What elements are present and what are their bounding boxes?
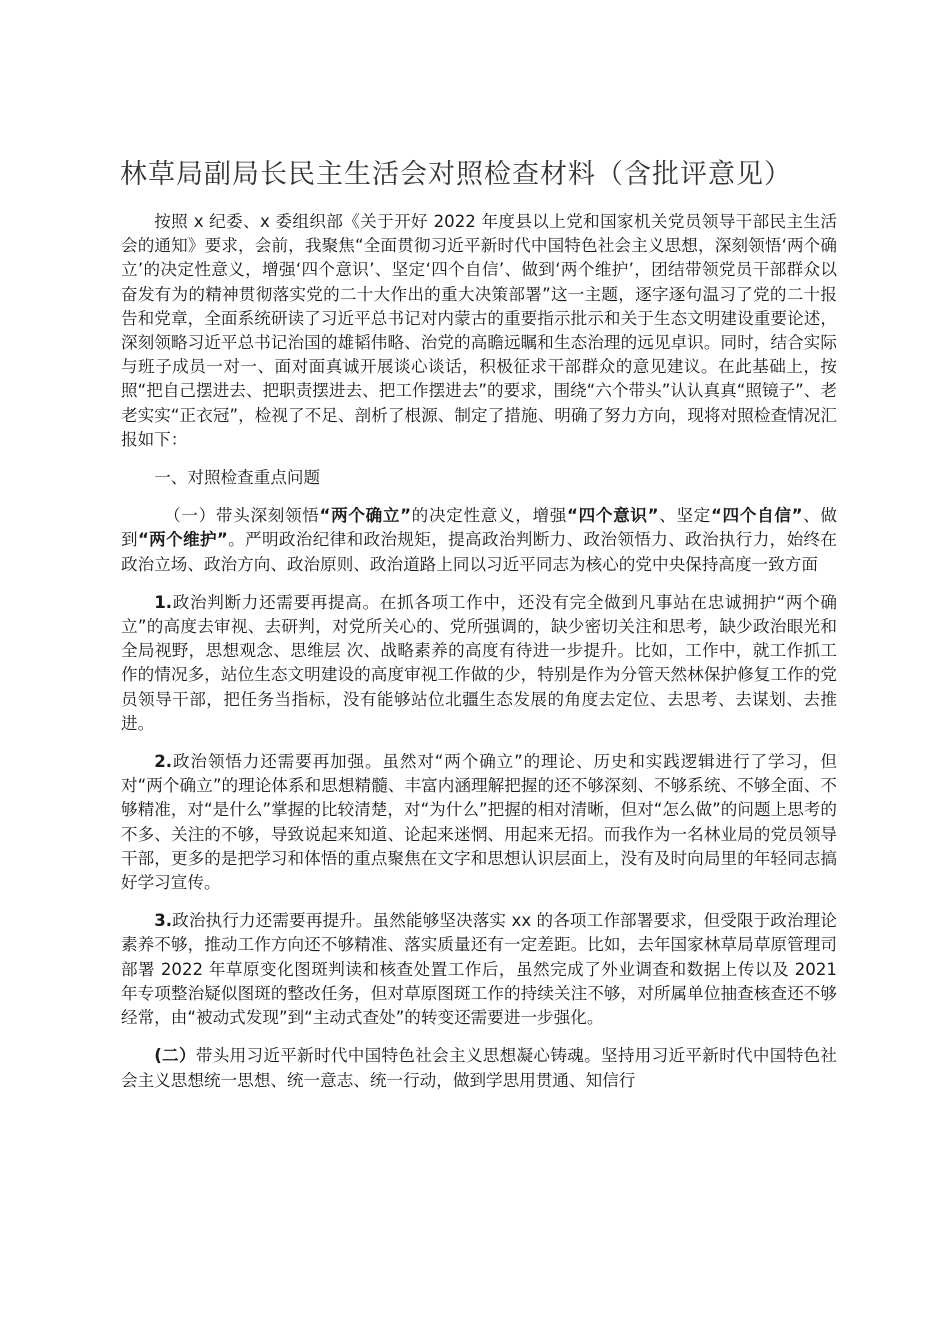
document-title: 林草局副局长民主生活会对照检查材料（含批评意见）: [120, 159, 792, 190]
quote-four-consciousness: “四个意识”: [567, 506, 659, 526]
quote-four-confidence: “四个自信”: [710, 506, 803, 526]
subsection-2-paragraph: [121, 1044, 837, 1092]
item-3-paragraph: [121, 909, 837, 1030]
subsection-1-text-i: 。严明政治纪律和政治规矩，提高政治判断力、政治领悟力、政治执行力，始终在政治立场、政治方向、政治原则、政治道路上同以习近平同志为核心的党中央保持高度一致方面: [121, 530, 838, 574]
item-1-text: 政治判断力还需要再提高。在抓各项工作中，还没有完全做到凡事站在忠诚拥护“两个确立”的高度去审视、去研判，对党所关心的、党所强调的，缺少密切关注和思考，缺少政治眼光和全局视野，思想观念、思维层 次、战略素养的高度有待进一步提升。比如，工作中，就工作抓工作的情况多，站位生态文明建设的高度审视工作做的少，特别是作为分管天然林保护修复工作的党员领导干部，把任务当指标，没有能够站位北疆生态发展的角度去定位、去思考、去谋划、去推进。: [121, 592, 837, 733]
subsection-1-text-e: 、坚定: [658, 506, 711, 526]
subsection-1-text-c: 的决定性意义，增强: [411, 506, 568, 526]
subsection-1-paragraph: [121, 504, 837, 577]
quote-two-safeguard: “两个维护”: [137, 530, 228, 550]
intro-paragraph: 按照 x 纪委、x 委组织部《关于开好 2022 年度县以上党和国家机关党员领导干部民主生活会的通知》要求，会前，我聚焦“全面贯彻习近平新时代中国特色社会主义思想，深刻领悟‘两个确立’的决定性意义，增强‘四个意识’、坚定‘四个自信’、做到‘两个维护’，团结带领党员干部群众以奋发有为的精神贯彻落实党的二十大作出的重大决策部署”这一主题，逐字逐句温习了党的二十报告和党章，全面系统研读了习近平总书记对内蒙古的重要指示批示和关于生态文明建设重要论述，深刻领略习近平总书记治国的雄韬伟略、治党的高瞻远瞩和生态治理的远见卓识。同时，结合实际与班子成员一对一、面对面真诚开展谈心谈话，积极征求干部群众的意见建议。在此基础上，按照“把自己摆进去、把职责摆进去、把工作摆进去”的要求，围绕“六个带头”认认真真“照镜子”、老老实实“正衣冠”，检视了不足、剖析了根源、制定了措施、明确了努力方向，现将对照检查情况汇报如下：: [121, 212, 837, 449]
document-body: [121, 210, 837, 1093]
subsection-1-lead: （一）带头深刻领悟: [164, 506, 320, 526]
item-1-number: 1.: [154, 592, 173, 612]
quote-two-establish: “两个确立”: [319, 506, 412, 526]
subsection-1-text-g: 、做到: [121, 506, 838, 550]
item-2-text: 政治领悟力还需要再加强。虽然对“两个确立”的理论、历史和实践逻辑进行了学习，但对“两个确立”的理论体系和思想精髓、丰富内涵理解把握的还不够深刻、不够系统、不够全面、不够精准，对“是什么”掌握的比较清楚，对“为什么”把握的相对清晰，但对“怎么做”的问题上思考的不多、关注的不够，导致说起来知道、论起来迷惘、用起来无招。而我作为一名林业局的党员领导干部，更多的是把学习和体悟的重点聚焦在文字和思想认识层面上，没有及时向局里的年轻同志搞好学习宣传。: [121, 752, 837, 893]
item-2-number: 2.: [154, 752, 173, 772]
item-3-number: 3.: [154, 911, 173, 931]
section-heading-1: 一、对照检查重点问题: [154, 468, 321, 488]
item-1-paragraph: [121, 591, 837, 736]
subsection-2-number: (二）: [154, 1046, 196, 1066]
item-2-paragraph: [121, 750, 837, 895]
subsection-2-text: 带头用习近平新时代中国特色社会主义思想凝心铸魂。坚持用习近平新时代中国特色社会主义思想统一思想、统一意志、统一行动，做到学思用贯通、知信行: [121, 1046, 837, 1090]
item-3-text: 政治执行力还需要再提升。虽然能够坚决落实 xx 的各项工作部署要求，但受限于政治理论素养不够，推动工作方向还不够精准、落实质量还有一定差距。比如，去年国家林草局草原管理司部署 2022 年草原变化图斑判读和核查处置工作后，虽然完成了外业调查和数据上传以及 2021 年专项整治疑似图斑的整改任务，但对草原图斑工作的持续关注不够，对所属单位抽查核查还不够经常，由“被动式发现”到“主动式查处”的转变还需要进一步强化。: [121, 911, 837, 1028]
